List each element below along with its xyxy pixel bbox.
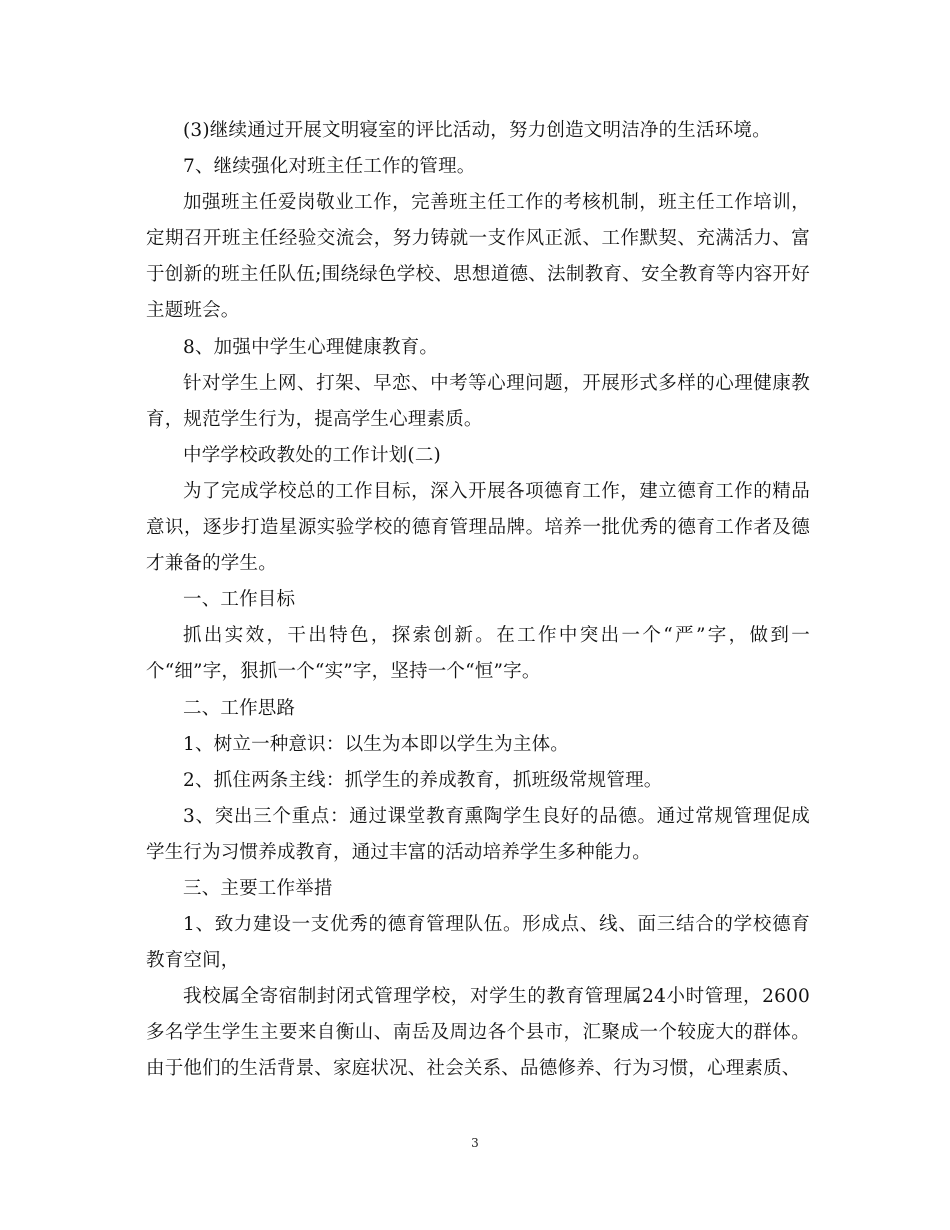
paragraph: 抓出实效，干出特色，探索创新。在工作中突出一个“严”字，做到一个“细”字，狠抓一个“实”字，坚持一个“恒”字。: [146, 625, 810, 683]
paragraph: 针对学生上网、打架、早恋、中考等心理问题，开展形式多样的心理健康教育，规范学生行为，提高学生心理素质。: [146, 372, 810, 430]
paragraph: 我校属全寄宿制封闭式管理学校，对学生的教育管理属24小时管理，2600多名学生学生主要来自衡山、南岳及周边各个县市，汇聚成一个较庞大的群体。由于他们的生活背景、家庭状况、社会关系、品德修养、行为习惯，心理素质、: [146, 986, 810, 1080]
list-item: 1、树立一种意识：以生为本即以学生为主体。: [183, 733, 569, 755]
paragraph: (3)继续通过开展文明寝室的评比活动，努力创造文明洁净的生活环境。: [183, 120, 771, 141]
paragraph: 为了完成学校总的工作目标，深入开展各项德育工作，建立德育工作的精品意识，逐步打造星源实验学校的德育管理品牌。培养一批优秀的德育工作者及德才兼备的学生。: [146, 480, 810, 575]
section-heading: 二、工作思路: [183, 697, 296, 719]
list-item: 2、抓住两条主线：抓学生的养成教育，抓班级常规管理。: [183, 769, 663, 791]
document-subtitle: 中学学校政教处的工作计划(二): [183, 444, 441, 466]
section-heading: 8、加强中学生心理健康教育。: [183, 336, 439, 358]
section-heading: 7、继续强化对班主任工作的管理。: [183, 156, 476, 178]
page-number: 3: [471, 1136, 479, 1150]
section-heading: 三、主要工作举措: [183, 877, 333, 899]
list-item: 1、致力建设一支优秀的德育管理队伍。形成点、线、面三结合的学校德育教育空间，: [146, 914, 810, 972]
paragraph: 加强班主任爱岗敬业工作，完善班主任工作的考核机制，班主任工作培训，定期召开班主任经验交流会，努力铸就一支作风正派、工作默契、充满活力、富于创新的班主任队伍;围绕绿色学校、思想道德、法制教育、安全教育等内容开好主题班会。: [146, 192, 810, 322]
section-heading: 一、工作目标: [183, 589, 296, 611]
list-item: 3、突出三个重点：通过课堂教育熏陶学生良好的品德。通过常规管理促成学生行为习惯养成教育，通过丰富的活动培养学生多种能力。: [146, 805, 810, 863]
document-body: [146, 113, 810, 1088]
